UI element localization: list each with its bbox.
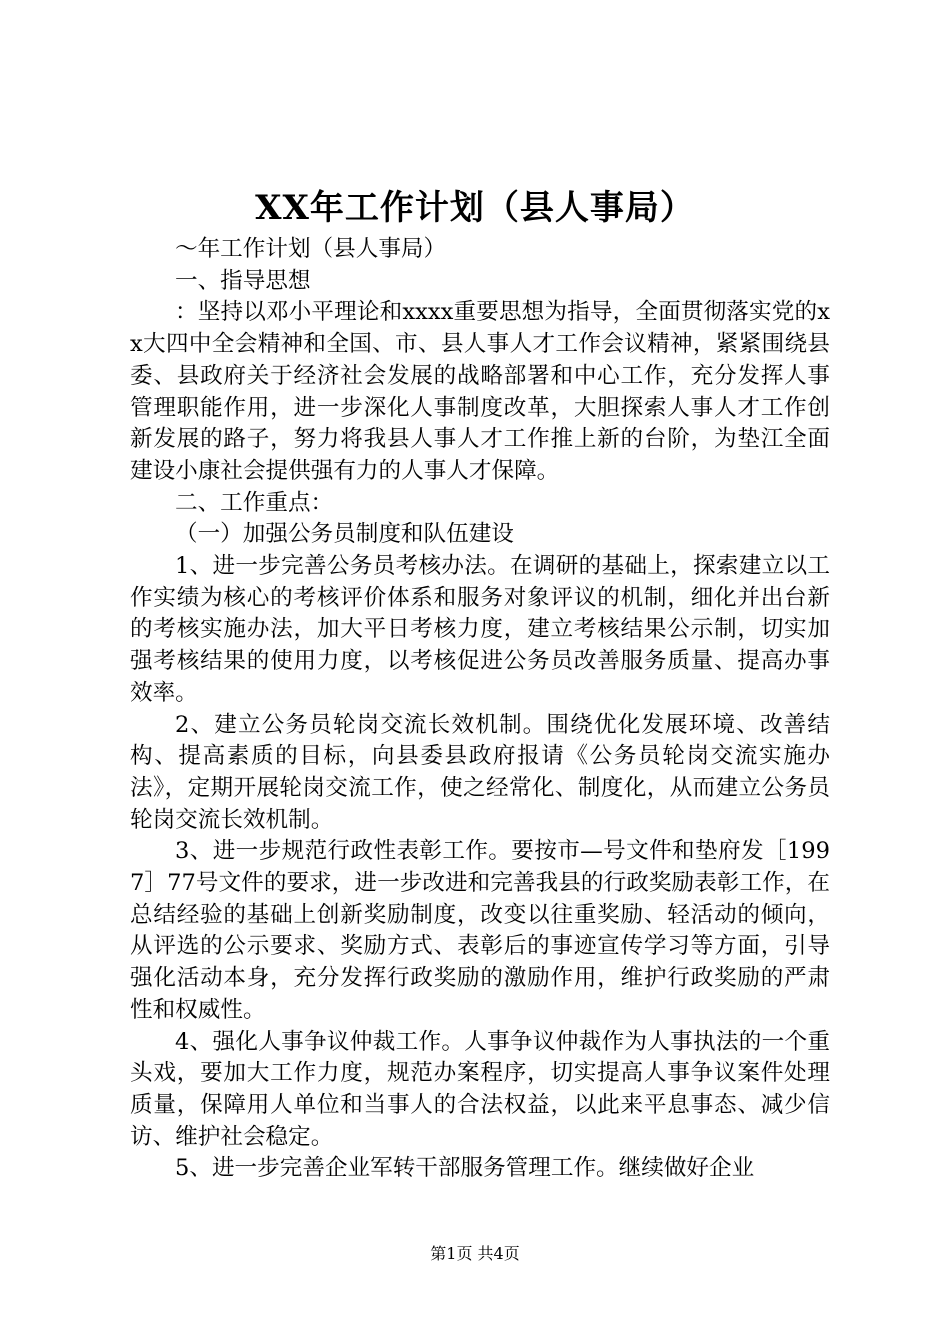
document-body <box>130 234 830 1185</box>
paragraph-item-2: 2、建立公务员轮岗交流长效机制。围绕优化发展环境、改善结构、提高素质的目标，向县委县政府报请《公务员轮岗交流实施办法》，定期开展轮岗交流工作，使之经常化、制度化，从而建立公务员轮岗交流长效机制。 <box>130 711 830 833</box>
heading-work-focus: 二、工作重点： <box>175 489 334 516</box>
paragraph-guiding-ideology: ：坚持以邓小平理论和xxxx重要思想为指导，全面贯彻落实党的xx大四中全会精神和全国、市、县人事人才工作会议精神，紧紧围绕县委、县政府关于经济社会发展的战略部署和中心工作，充分发挥人事管理职能作用，进一步深化人事制度改革，大胆探索人事人才工作创新发展的路子，努力将我县人事人才工作推上新的台阶，为垫江全面建设小康社会提供强有力的人事人才保障。 <box>130 299 830 484</box>
page-number-footer: 第1页 共4页 <box>430 1244 520 1263</box>
paragraph-item-4: 4、强化人事争议仲裁工作。人事争议仲裁作为人事执法的一个重头戏，要加大工作力度，规范办案程序，切实提高人事争议案件处理质量，保障用人单位和当事人的合法权益，以此来平息事态、减少信访、维护社会稳定。 <box>130 1028 830 1150</box>
paragraph-item-5: 5、进一步完善企业军转干部服务管理工作。继续做好企业 <box>175 1155 755 1182</box>
document-title: XX年工作计划（县人事局） <box>255 188 695 228</box>
subheading-civil-servant-system: （一）加强公务员制度和队伍建设 <box>175 521 514 548</box>
paragraph-subtitle: ～年工作计划（县人事局） <box>175 236 447 262</box>
paragraph-item-1: 1、进一步完善公务员考核办法。在调研的基础上，探索建立以工作实绩为核心的考核评价体系和服务对象评议的机制，细化并出台新的考核实施办法，加大平日考核力度，建立考核结果公示制，切实加强考核结果的使用力度，以考核促进公务员改善服务质量、提高办事效率。 <box>130 553 830 706</box>
heading-guiding-ideology: 一、指导思想 <box>175 267 311 294</box>
paragraph-item-3: 3、进一步规范行政性表彰工作。要按市—号文件和垫府发［1997］77号文件的要求，进一步改进和完善我县的行政奖励表彰工作，在总结经验的基础上创新奖励制度，改变以往重奖励、轻活动的倾向，从评选的公示要求、奖励方式、表彰后的事迹宣传学习等方面，引导强化活动本身，充分发挥行政奖励的激励作用，维护行政奖励的严肃性和权威性。 <box>130 838 830 1023</box>
